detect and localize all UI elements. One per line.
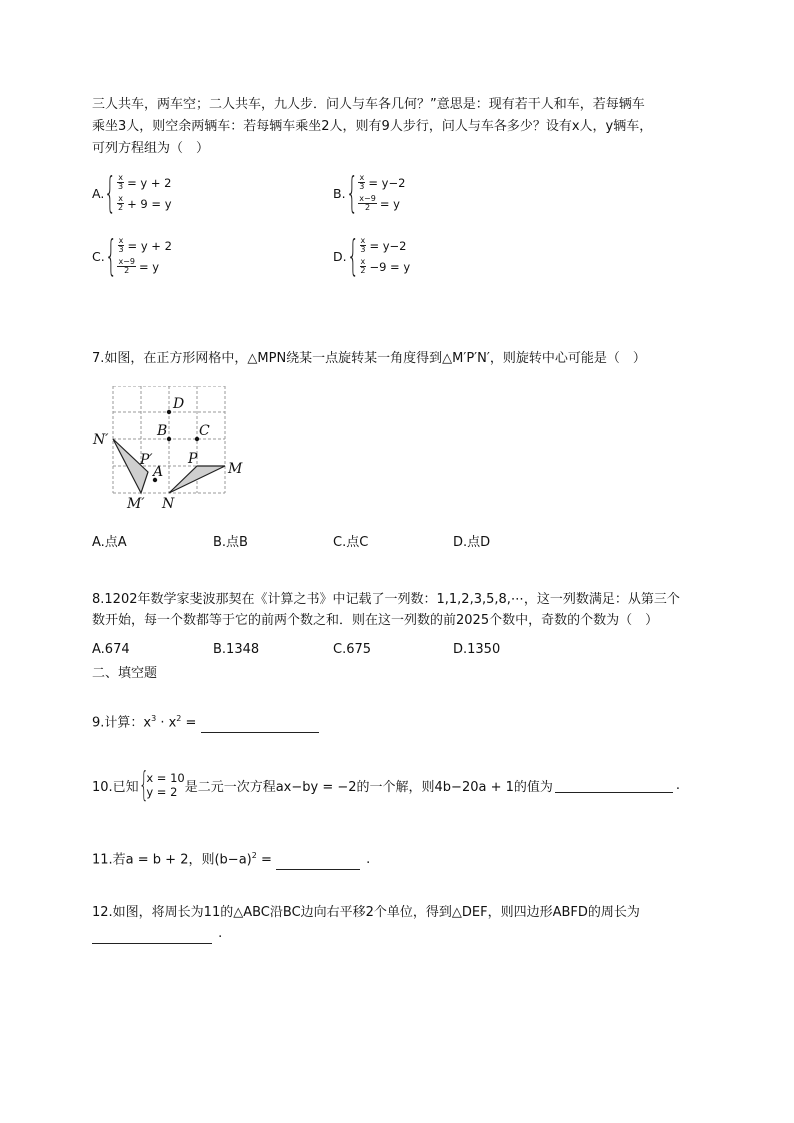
q8-option-d[interactable]: D.1350 (453, 642, 501, 657)
label-p: P (188, 451, 198, 467)
q10-answer-blank[interactable] (555, 778, 673, 793)
q6-option-a[interactable]: A. { $\frac{x}{3}$ = y + 2 $\frac{x}{2}$ + 9 = y (92, 168, 172, 217)
q11-answer-blank[interactable] (276, 855, 360, 870)
point-d (167, 410, 171, 414)
label-n-prime: N′ (93, 432, 109, 448)
q6-option-b[interactable]: B. { $\frac{x}{3}$ = y−2 $\frac{x-9}{2}$ = y (333, 168, 406, 217)
q11: 11.若a = b + 2，则$(b-a)^2$ = . (92, 846, 370, 870)
label-p-prime: P′ (140, 452, 153, 468)
q6-line-3: 可列方程组为（ ） (92, 141, 210, 156)
label-m: M (228, 461, 243, 477)
q7-option-d[interactable]: D.点D (453, 535, 491, 550)
q12-line-1: 12.如图，将周长为11的△ABC沿BC边向右平移2个单位，得到△DEF，则四边形ABFD的周长为 (92, 905, 640, 920)
label-m-prime: M′ (127, 496, 145, 512)
q6-line-2: 乘坐3人，则空余两辆车：若每辆车乘坐2人，则有9人步行，问人与车各多少？设有x人，y辆车， (92, 119, 653, 134)
q7-option-c[interactable]: C.点C (333, 535, 369, 550)
q8-option-b[interactable]: B.1348 (213, 642, 260, 657)
q7-stem: 7.如图，在正方形网格中，△MPN绕某一点旋转某一角度得到△M′P′N′，则旋转中心可能是（ ） (92, 351, 646, 366)
label-c: C (199, 423, 210, 439)
q6-line-1: 三人共车，两车空；二人共车，九人步．问人与车各几何？”意思是：现有若干人和车，若每辆车 (92, 97, 645, 112)
label-n: N (162, 496, 175, 512)
q9: 9.计算：$x^3 \cdot x^2$ = (92, 709, 319, 733)
label-a: A (153, 464, 164, 480)
q7-option-a[interactable]: A.点A (92, 535, 127, 550)
q9-answer-blank[interactable] (201, 718, 319, 733)
q8-option-c[interactable]: C.675 (333, 642, 372, 657)
label-b: B (157, 423, 168, 439)
q8-line-1: 8.1202年数学家斐波那契在《计算之书》中记载了一列数：1,1,2,3,5,8,⋯，这一列数满足：从第三个 (92, 592, 680, 607)
q7-option-b[interactable]: B.点B (213, 535, 248, 550)
label-d: D (173, 396, 185, 412)
section-title-fill-in: 二、填空题 (92, 666, 158, 681)
q6-option-d[interactable]: D. { $\frac{x}{3}$ = y−2 $\frac{x}{2}$ −9 = y (333, 231, 411, 280)
q10: 10.已知 { x = 10 y = 2 是二元一次方程ax−by = −2的一个解，则4b−20a + 1的值为 . (92, 765, 681, 805)
rotation-grid-figure (92, 386, 262, 516)
q12-answer-blank[interactable] (92, 929, 212, 944)
q8-line-2: 数开始，每一个数都等于它的前两个数之和．则在这一列数的前2025个数中，奇数的个数为（ ） (92, 613, 659, 628)
q6-option-c[interactable]: C. { $\frac{x}{3}$ = y + 2 $\frac{x-9}{2}$ = y (92, 231, 172, 280)
q12-line-2: . (92, 924, 222, 944)
q8-option-a[interactable]: A.674 (92, 642, 130, 657)
point-b (167, 437, 171, 441)
